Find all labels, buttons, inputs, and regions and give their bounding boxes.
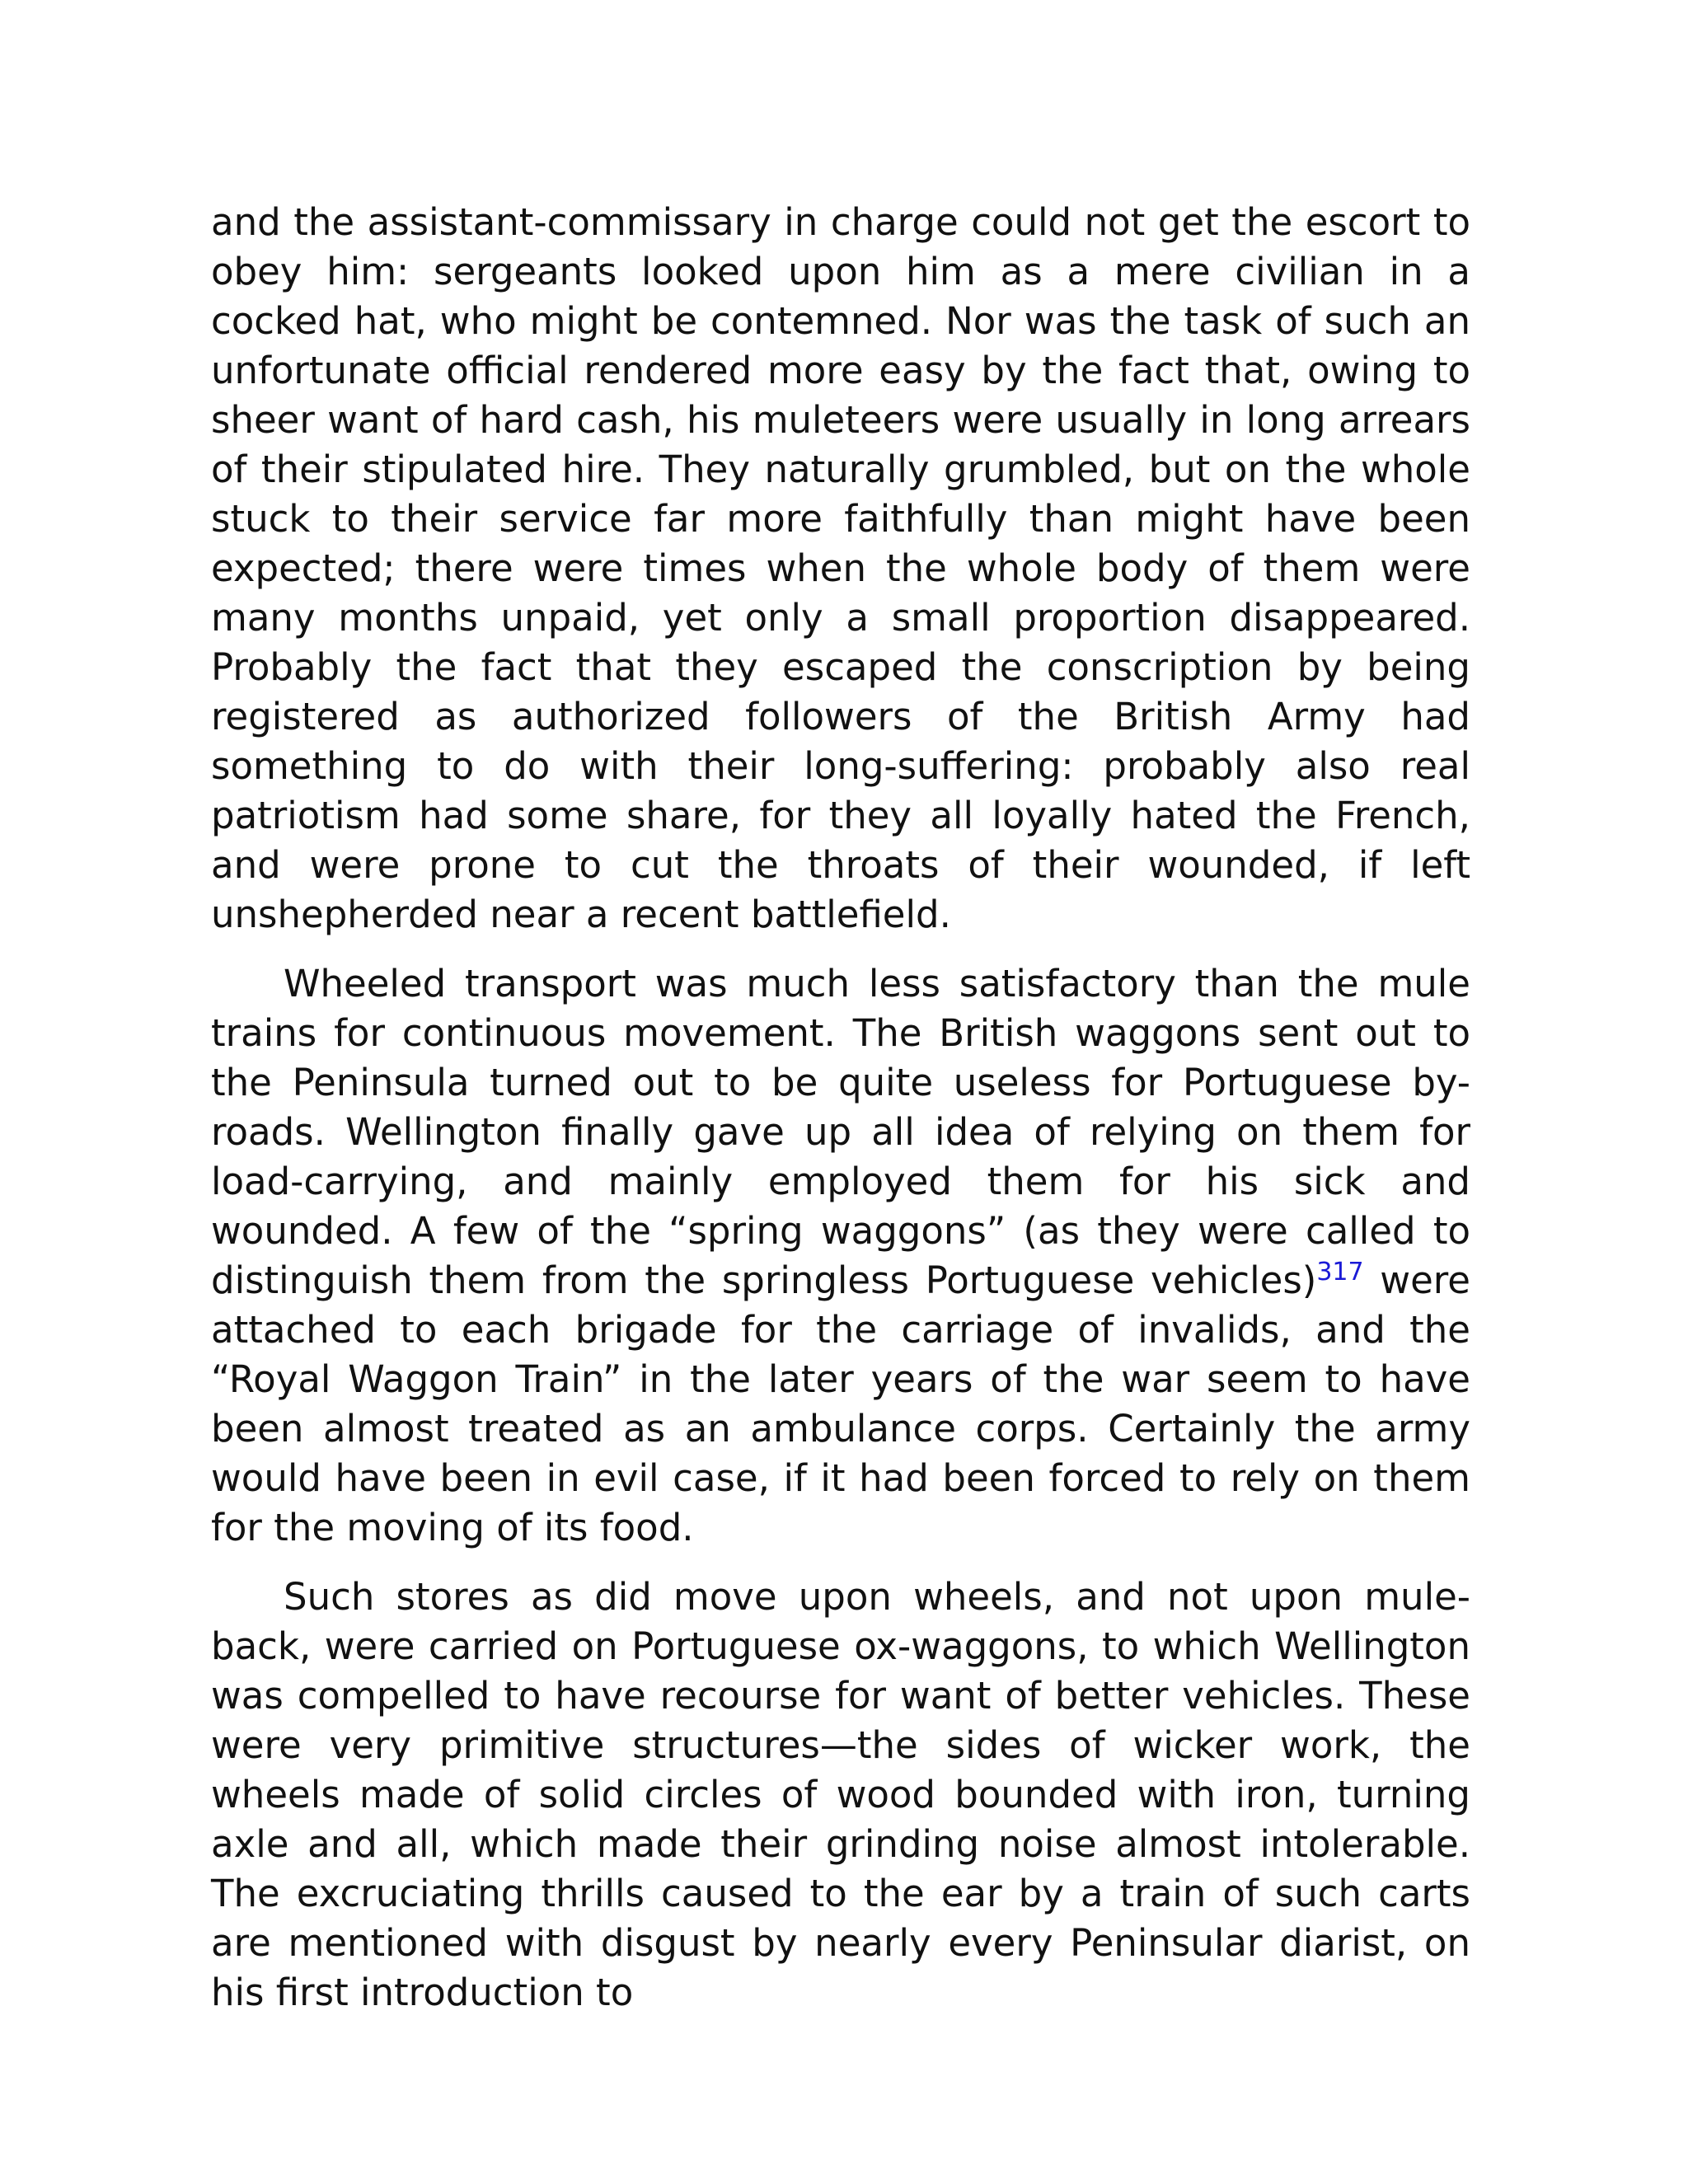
- paragraph-2-text-before: Wheeled transport was much less satisfactory than the mule trains for continuous movement. The British waggons sent out to the Peninsula turned out to be quite useless for Portuguese by-roads. Wellington finally gave up all idea of relying on them for load-carrying, and mainly employed them for his sick and wounded. A few of the “spring waggons” (as they were called to distinguish them from the springless Portuguese vehicles): [211, 962, 1470, 1302]
- paragraph-1: [211, 198, 1470, 940]
- paragraph-2-text-after: were attached to each brigade for the carriage of invalids, and the “Royal Waggon Train” in the later years of the war seem to have been almost treated as an ambulance corps. Certainly the army would have been in evil case, if it had been forced to rely on them for the moving of its food.: [211, 1258, 1470, 1549]
- paragraph-3-text: Such stores as did move upon wheels, and not upon mule-back, were carried on Portuguese ox-waggons, to which Wellington was compelled to have recourse for want of better vehicles. These were very primitive structures—the sides of wicker work, the wheels made of solid circles of wood bounded with iron, turning axle and all, which made their grinding noise almost intolerable. The excruciating thrills caused to the ear by a train of such carts are mentioned with disgust by nearly every Peninsular diarist, on his first introduction to: [211, 1575, 1470, 2014]
- paragraph-2: [211, 959, 1470, 1553]
- footnote-link-317[interactable]: 317: [1316, 1258, 1364, 1286]
- page-body: [211, 198, 1470, 2037]
- paragraph-3: [211, 1572, 1470, 2018]
- paragraph-1-text: and the assistant-commissary in charge could not get the escort to obey him: sergeants looked upon him as a mere civilian in a cocked hat, who might be contemned. Nor was the task of such an unfortunate official rendered more easy by the fact that, owing to sheer want of hard cash, his muleteers were usually in long arrears of their stipulated hire. They naturally grumbled, but on the whole stuck to their service far more faithfully than might have been expected; there were times when the whole body of them were many months unpaid, yet only a small proportion disappeared. Probably the fact that they escaped the conscription by being registered as authorized followers of the British Army had something to do with their long-suffering: probably also real patriotism had some share, for they all loyally hated the French, and were prone to cut the throats of their wounded, if left unshepherded near a recent battlefield.: [211, 200, 1470, 936]
